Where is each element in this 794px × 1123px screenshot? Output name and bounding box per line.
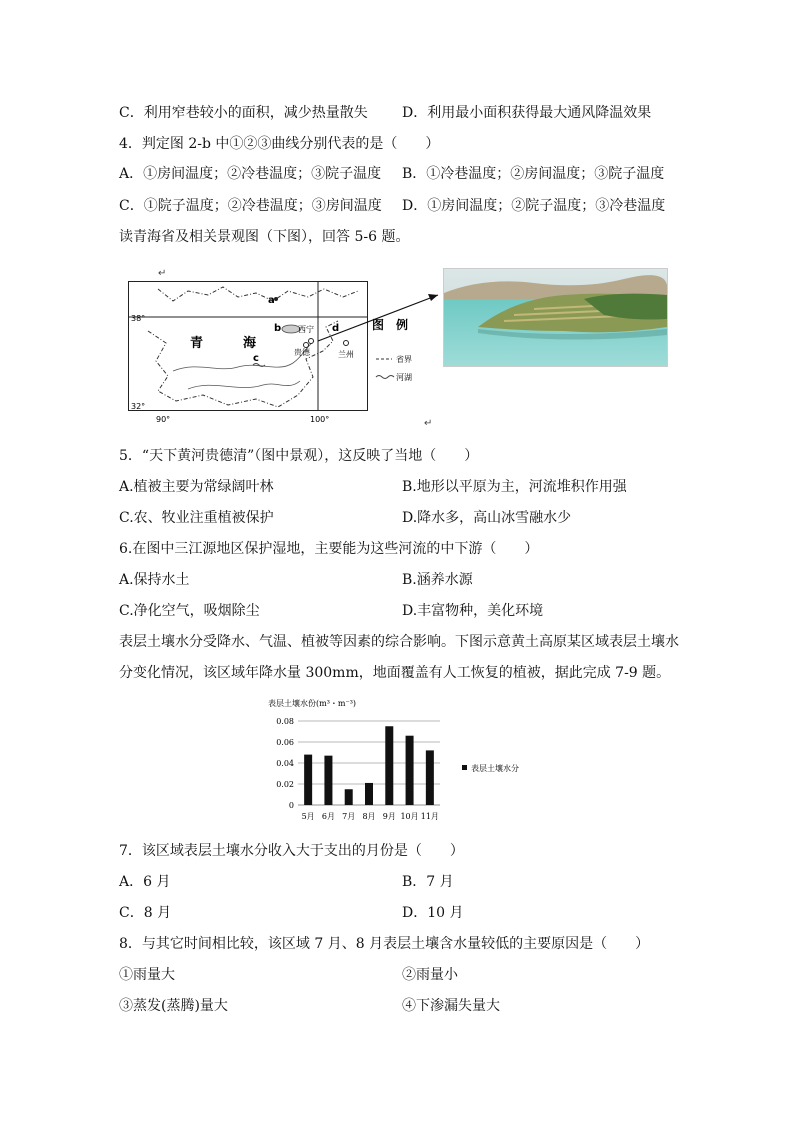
bar-2 <box>324 756 332 805</box>
x-tick-label: 11月 <box>420 812 439 821</box>
x-tick-label: 10月 <box>400 812 419 821</box>
q5-stem: 5．“天下黄河贵德清”（图中景观），这反映了当地（ ） <box>119 448 479 464</box>
q3-option-d: D．利用最小面积获得最大通风降温效果 <box>402 105 652 121</box>
q5-option-d: D.降水多，高山冰雪融水少 <box>402 510 572 526</box>
intro-7-9-line1: 表层土壤水分受降水、气温、植被等因素的综合影响。下图示意黄土高原某区域表层土壤水 <box>119 634 679 650</box>
chart-y-ticks <box>276 717 294 810</box>
lat-38-label: 38° <box>131 314 146 323</box>
map-label-xining: 西宁 <box>298 325 314 334</box>
q6-option-c: C.净化空气，吸烟除尘 <box>119 603 260 619</box>
q5-option-b: B.地形以平原为主，河流堆积作用强 <box>402 479 627 495</box>
chart-x-ticks <box>302 812 439 821</box>
q6-option-a: A.保持水土 <box>119 572 190 588</box>
q6-option-b: B.涵养水源 <box>402 572 473 588</box>
intro-5-6: 读青海省及相关景观图（下图），回答 5-6 题。 <box>119 229 410 245</box>
q6-option-d: D.丰富物种，美化环境 <box>402 603 544 619</box>
q4-option-b: B．①冷巷温度；②房间温度；③院子温度 <box>402 166 665 182</box>
q4-option-d: D．①房间温度；②院子温度；③冷巷温度 <box>402 198 666 214</box>
map-label-b: b <box>274 323 282 334</box>
q5-option-c: C.农、牧业注重植被保护 <box>119 510 274 526</box>
x-tick-label: 8月 <box>362 812 376 821</box>
bar-7 <box>426 750 434 805</box>
q5-option-a: A.植被主要为常绿阔叶林 <box>119 479 274 495</box>
map-label-c: c <box>253 353 259 364</box>
arrow-head <box>428 294 438 301</box>
q4-option-a: A．①房间温度；②冷巷温度；③院子温度 <box>119 166 382 182</box>
lanzhou-dot <box>344 341 349 346</box>
bar-3 <box>345 789 353 805</box>
legend-river-swatch <box>376 376 394 379</box>
map-label-lanzhou: 兰州 <box>338 350 354 359</box>
chart-title: 表层土壤水份(m³・m⁻³) <box>268 699 357 708</box>
map-label-d: d <box>332 323 340 334</box>
q4-stem: 4．判定图 2-b 中①②③曲线分别代表的是（ ） <box>119 136 440 152</box>
legend-label: 表层土壤水分 <box>471 764 519 773</box>
legend-border-label: 省界 <box>396 355 412 364</box>
chart-bars <box>304 726 434 805</box>
y-tick-label: 0 <box>288 801 294 810</box>
y-tick-label: 0.06 <box>276 738 294 747</box>
q6-stem: 6.在图中三江源地区保护湿地，主要能为这些河流的中下游（ ） <box>119 541 539 557</box>
q7-stem: 7．该区域表层土壤水分收入大于支出的月份是（ ） <box>119 843 464 859</box>
return-mark: ↵ <box>158 268 167 279</box>
q8-option-1: ①雨量大 <box>119 967 175 983</box>
map-label-guide: 贵德 <box>294 348 310 357</box>
y-tick-label: 0.04 <box>276 759 294 768</box>
soil-moisture-chart <box>262 694 542 830</box>
qinghai-map <box>128 281 412 424</box>
q4-option-c: C．①院子温度；②冷巷温度；③房间温度 <box>119 198 382 214</box>
q7-option-d: D．10 月 <box>402 905 464 921</box>
bar-1 <box>304 755 312 805</box>
q7-option-a: A．6 月 <box>119 874 171 890</box>
guide-landscape-photo <box>443 268 668 367</box>
q8-option-4: ④下渗漏失量大 <box>402 998 500 1014</box>
map-label-qing: 青 <box>190 336 204 351</box>
guide-dot <box>304 343 309 348</box>
q3-option-c: C．利用窄巷较小的面积，减少热量散失 <box>119 105 368 121</box>
lon-90-label: 90° <box>156 415 171 424</box>
bar-5 <box>385 726 393 805</box>
x-tick-label: 5月 <box>301 812 315 821</box>
intro-7-9-line2: 分变化情况，该区域年降水量 300mm，地面覆盖有人工恢复的植被，据此完成 7-9 题。 <box>119 665 671 681</box>
legend-swatch <box>462 765 467 770</box>
legend-title: 图 例 <box>372 318 409 332</box>
legend-river-label: 河湖 <box>396 373 412 382</box>
bar-4 <box>365 783 373 805</box>
bar-6 <box>406 736 414 805</box>
q7-option-c: C．8 月 <box>119 905 172 921</box>
q8-option-3: ③蒸发(蒸腾)量大 <box>119 998 228 1014</box>
y-tick-label: 0.08 <box>276 717 294 726</box>
lat-32-label: 32° <box>131 402 146 411</box>
map-label-a: a <box>268 295 275 306</box>
xining-dot <box>309 339 314 344</box>
map-label-hai: 海 <box>243 336 257 351</box>
return-mark-2: ↵ <box>424 418 433 429</box>
y-tick-label: 0.02 <box>276 780 294 789</box>
x-tick-label: 7月 <box>342 812 356 821</box>
q8-stem: 8．与其它时间相比较，该区域 7 月、8 月表层土壤含水量较低的主要原因是（ ） <box>119 936 650 952</box>
lon-100-label: 100° <box>310 415 330 424</box>
x-tick-label: 9月 <box>382 812 396 821</box>
q7-option-b: B．7 月 <box>402 874 454 890</box>
x-tick-label: 6月 <box>321 812 335 821</box>
q8-option-2: ②雨量小 <box>402 967 458 983</box>
